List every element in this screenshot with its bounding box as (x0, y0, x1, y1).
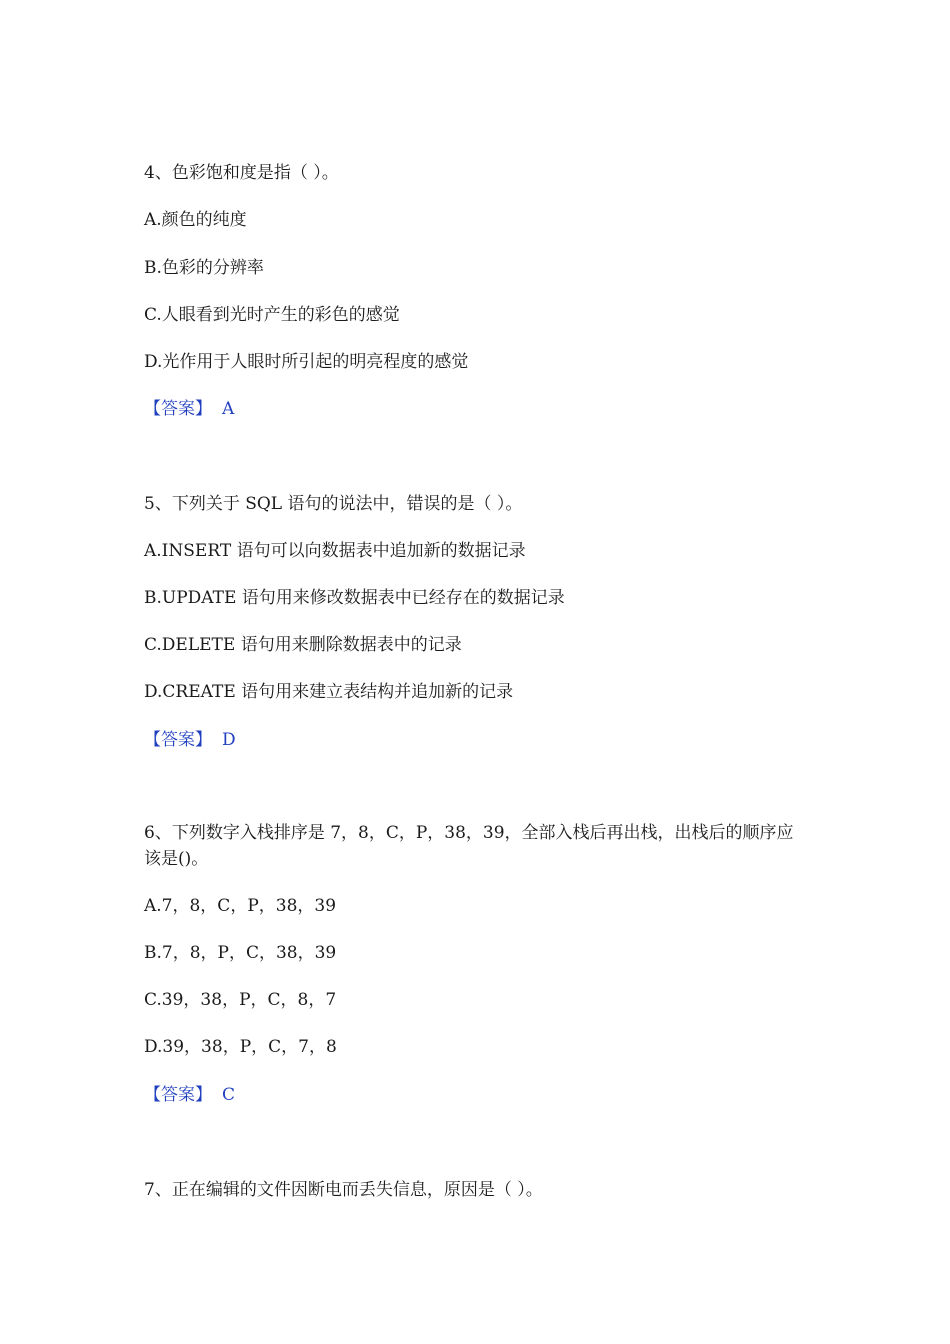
option-b: B.UPDATE 语句用来修改数据表中已经存在的数据记录 (144, 588, 565, 608)
option-b: B.7，8，P，C，38，39 (144, 943, 337, 963)
question-stem: 5、下列关于 SQL 语句的说法中，错误的是（ ）。 (144, 494, 523, 514)
answer-line (144, 397, 804, 421)
option-c: C.DELETE 语句用来删除数据表中的记录 (144, 635, 462, 655)
option-b: B.色彩的分辨率 (144, 258, 264, 278)
answer-label: 【答案】 (144, 1085, 212, 1105)
answer-label: 【答案】 (144, 730, 212, 750)
answer-value: A (222, 399, 235, 419)
option-a: A.INSERT 语句可以向数据表中追加新的数据记录 (144, 541, 526, 561)
option-d: D.光作用于人眼时所引起的明亮程度的感觉 (144, 352, 469, 372)
answer-label: 【答案】 (144, 399, 212, 419)
option-c: C.人眼看到光时产生的彩色的感觉 (144, 305, 400, 325)
answer-line (144, 1083, 804, 1107)
answer-line (144, 728, 804, 752)
option-d: D.39，38，P，C，7，8 (144, 1037, 337, 1057)
question-stem: 4、色彩饱和度是指（ ）。 (144, 163, 339, 183)
answer-value: C (222, 1085, 236, 1105)
option-c: C.39，38，P，C，8，7 (144, 990, 337, 1010)
question-stem: 6、下列数字入栈排序是 7，8，C，P，38，39，全部入栈后再出栈，出栈后的顺序应该是()。 (144, 823, 794, 869)
question-stem: 7、正在编辑的文件因断电而丢失信息，原因是（ ）。 (144, 1180, 543, 1200)
option-d: D.CREATE 语句用来建立表结构并追加新的记录 (144, 682, 514, 702)
option-a: A.颜色的纯度 (144, 210, 247, 230)
option-a: A.7，8，C，P，38，39 (144, 896, 337, 916)
answer-value: D (222, 730, 236, 750)
